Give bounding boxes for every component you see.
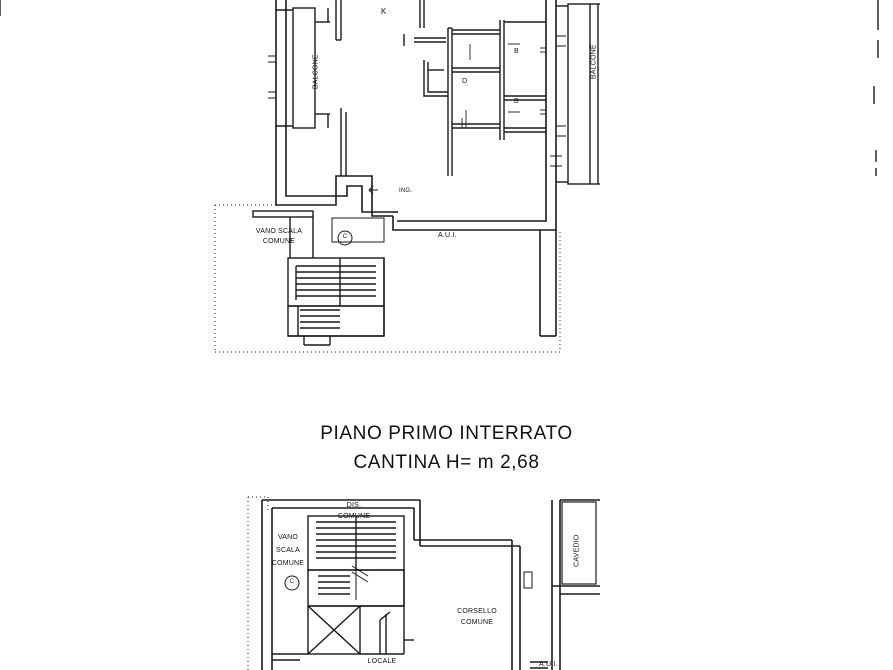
label-balcone-left: BALCONE: [312, 54, 320, 90]
label-scala-lower: SCALA: [276, 547, 300, 554]
heading-line-2: CANTINA H= m 2,68: [353, 452, 540, 473]
label-c-circle-upper: C: [342, 234, 348, 240]
label-comune-dis: COMUNE: [337, 513, 371, 520]
label-corsello: CORSELLO: [457, 608, 497, 615]
label-comune-corsello: COMUNE: [460, 619, 494, 626]
label-room-b-upper: B: [514, 48, 519, 55]
heading-line-1: PIANO PRIMO INTERRATO: [320, 423, 573, 444]
label-balcone-right: BALCONE: [590, 44, 598, 80]
label-locale: LOCALE: [367, 658, 397, 665]
label-comune-upper: COMUNE: [262, 238, 296, 245]
label-dis: DIS.: [346, 502, 362, 509]
label-aui-lower: A.U.I.: [539, 661, 558, 668]
label-ingresso: ING.: [399, 188, 413, 194]
label-vano-scala-upper: VANO SCALA: [255, 228, 303, 235]
label-vano-lower: VANO: [277, 534, 299, 541]
label-c-circle-lower: C: [289, 579, 295, 585]
label-aui-upper: A.U.I.: [438, 232, 457, 239]
label-comune-lower: COMUNE: [271, 560, 305, 567]
label-room-d: D: [462, 78, 468, 85]
label-room-k: K: [381, 7, 387, 16]
label-cavedio: CAVEDIO: [573, 534, 581, 567]
label-room-b-lower: B: [514, 98, 519, 105]
